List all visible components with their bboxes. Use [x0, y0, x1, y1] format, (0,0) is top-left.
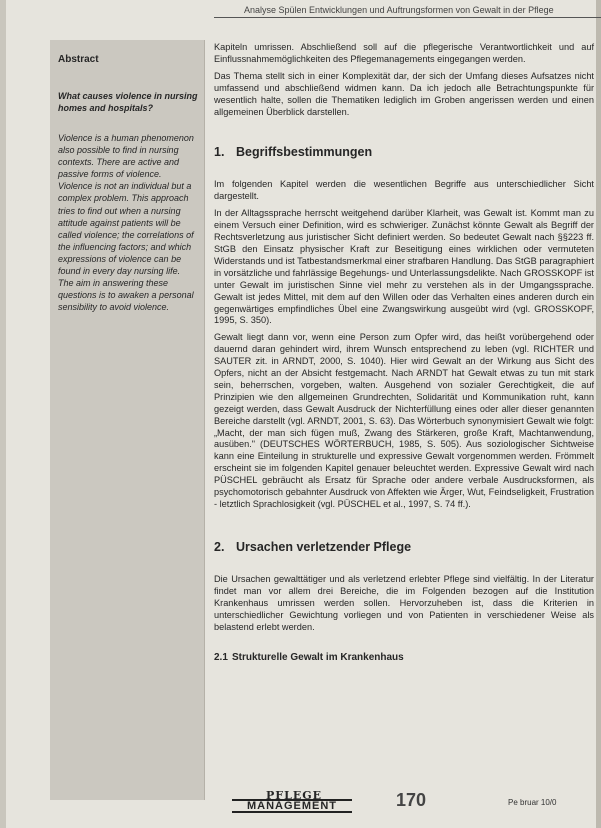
page-edge-left: [0, 0, 6, 828]
logo-line-1: PFLEGE: [266, 789, 322, 802]
section-2-1-number: 2.1: [214, 652, 228, 664]
page-number: 170: [396, 790, 427, 810]
abstract-title: Abstract: [58, 54, 99, 65]
page-edge-right: [596, 0, 601, 828]
section-2-number: 2.: [214, 539, 225, 554]
journal-logo: [232, 789, 352, 813]
section-1-heading: [214, 145, 594, 159]
section-2-title: Ursachen verletzender Pflege: [236, 539, 412, 554]
abstract-sidebar: [50, 40, 205, 800]
intro-paragraph-2: Das Thema stellt sich in einer Komplexität dar, der sich der Umfang dieses Aufsatzes nicht umfassend und abschließend widmen kann. Da ich jedoch alle Betrachtungspunkte für wesentlich halte, sollen die Thematiken lediglich im Groben angerissen werden und einen allgemeinen Überblick darstellen.: [214, 70, 594, 117]
section-2-1-heading: [214, 652, 594, 664]
section-2-heading: [214, 540, 594, 554]
section-1-paragraph-1: Im folgenden Kapitel werden die wesentlichen Begriffe aus unterschiedlicher Sicht dargestellt.: [214, 179, 594, 202]
section-1-paragraph-3: Gewalt liegt dann vor, wenn eine Person zum Opfer wird, das heißt vorübergehend oder dauernd daran gehindert wird, ihrem Wunsch entsprechend zu leben (vgl. RICHTER und SAUTER zit. in ARNDT, 2000, S. 1040). Hier wird Gewalt an der Wirkung aus Sicht des Opfers, nicht an der Absicht festgemacht. Nach ARNDT hat Gewalt etwas zu tun mit stark sein, beherrschen, vorgeben, walten. Ausgehend von sozialer Gerechtigkeit, die auf Prinzipien wie den allgemeinen Grundrechten, Solidarität und Kommunikation ruht, kann gezeigt werden, dass Gewalt Ausdruck der Nichterfüllung eines oder aller dieser genannten Bereiche darstellt (vgl. ARNDT, 2001, S. 63). Das Wörterbuch synonymisiert Gewalt wie folgt: „Macht, der man sich fügen muß, Zwang des Stärkeren, große Kraft, Machtanwendung, ausüben." (DEUTSCHES WÖRTERBUCH, 1985, S. 505). Aus soziologischer Sichtweise kann eine Einteilung in strukturelle und expressive Gewalt vorgenommen werden. Frömmelt erscheint sie im folgenden Kapitel genauer beleuchtet werden. Expressive Gewalt wird nach PÜSCHEL gebräucht als Ersatz für Sprache oder andere verbale Ausdrucksformen, als psychomotorisch gebahnter Ausdruck von Affekten wie Ärger, Wut, Feindseligkeit, Frustration - letztlich Sprachlosigkeit (vgl. PÜSCHEL et al., 1997, S. 74 ff.).: [214, 332, 594, 509]
abstract-text: Violence is a human phenomenon also possible to find in nursing contexts. There are active and passive forms of violence. Violence is not an individual but a complex problem. This approach tries to find out when a nursing attitude against patients will be called violence; the correlations of the influencing factors; and which expressions of violence can be found in every day nursing life. The aim in answering these questions is to awaken a personal sensibility to avoid violence.: [58, 133, 194, 313]
section-1-paragraph-2: In der Alltagssprache herrscht weitgehend darüber Klarheit, was Gewalt ist. Kommt man zu einem Versuch einer Definition, wird es schwieriger. Zunächst könnte Gewalt als Begriff der Rechtsverletzung aus juristischer Sicht definiert werden. So bedeutet Gewalt nach §§223 ff. StGB den Einsatz physischer Kraft zur Beseitigung eines wirklichen oder vermuteten Widerstands und ist Tatbestandsmerkmal einer strafbaren Handlung. Das StGB paragraphiert in vorsätzliche und fahrlässige Begehungs- und Unterlassungsdelikte. Nach GROSSKOPF ist unter Gewalt im juristischen Sinne viel mehr zu verstehen als in der Umgangssprache. Gewalt ist jedes Mittel, mit dem auf den Willen oder das Verhalten eines anderen durch ein gegenwärtiges empfindliches Übel eine Zwangswirkung ausgeübt wird (vgl. GROSSKOPF, 1995, S. 350).: [214, 208, 594, 326]
section-1-title: Begriffsbestimmungen: [236, 145, 373, 160]
section-1-number: 1.: [214, 145, 225, 160]
issue-label: Pe bruar 10/0: [508, 798, 557, 807]
section-2-1-title: Strukturelle Gewalt im Krankenhaus: [232, 652, 404, 664]
main-column: [214, 42, 594, 664]
intro-paragraph-1: Kapiteln umrissen. Abschließend soll auf die pflegerische Verantwortlichkeit und auf Einflussnahmemöglichkeiten des Pflegemanagements eingegangen werden.: [214, 42, 594, 64]
section-2-paragraph-1: Die Ursachen gewalttätiger und als verletzend erlebter Pflege sind vielfältig. In der Literatur findet man vor allem drei Bereiche, die im Folgenden bezogen auf die Institution Krankenhaus umrissen werden sollen. Hervorzuheben ist, dass die Kriterien in unterschiedlicher Gewichtung vorliegen und von Patienten in verschiedener Weise als belastend erlebt werden.: [214, 573, 594, 632]
running-head: Analyse Spülen Entwicklungen und Auftrungsformen von Gewalt in der Pflege: [214, 2, 601, 18]
abstract-question: What causes violence in nursing homes and hospitals?: [58, 91, 198, 113]
logo-line-2: MANAGEMENT: [232, 799, 352, 813]
